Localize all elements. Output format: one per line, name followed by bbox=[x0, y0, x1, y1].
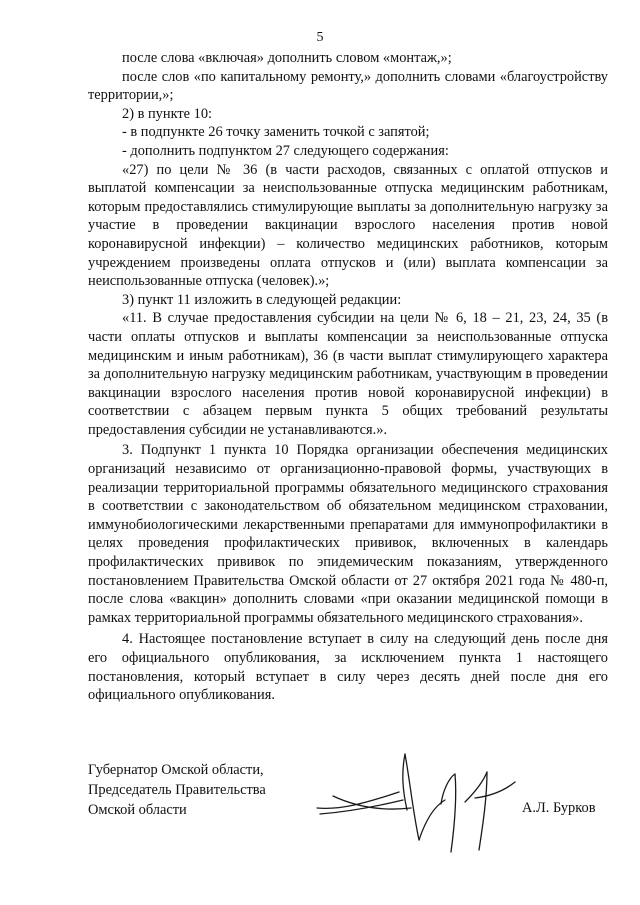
handwritten-signature bbox=[315, 752, 525, 857]
paragraph-2: после слов «по капитальному ремонту,» дополнить словами «благоустройству территории,»; bbox=[88, 68, 608, 104]
page-number: 5 bbox=[316, 30, 324, 45]
document-body bbox=[88, 49, 608, 705]
paragraph-9: 3. Подпункт 1 пункта 10 Порядка организации обеспечения медицинских организаций независимо от организационно-правовой формы, участвующих в реализации территориальной программы обязательного медицинского страхования в соответствии с законодательством об обязательном медицинском страховании, иммунобиологическими лекарственными препаратами для иммунопрофилактики в целях проведения профилактических прививок, включенных в календарь профилактических прививок по эпидемическим показаниям, утвержденного постановлением Правительства Омской области от 27 октября 2021 года № 480-п, после слова «вакцин» дополнить словами «при оказании медицинской помощи в рамках территориальной программы обязательного медицинского страхования». bbox=[88, 442, 608, 626]
paragraph-1: после слова «включая» дополнить словом «монтаж,»; bbox=[122, 50, 452, 66]
signature-title-line: Губернатор Омской области, bbox=[88, 762, 264, 778]
paragraph-6: «27) по цели № 36 (в части расходов, связанных с оплатой отпусков и выплатой компенсации за неиспользованные отпуска медицинским работникам, которым предоставлялись стимулирующие выплаты за дополнительную нагрузку за участие в проведении вакцинации взрослого населения против новой коронавирусной инфекции) – количество медицинских работников, которым учреждением произведены оплата отпусков и (или) выплата компенсации за неиспользованные отпуска (человек).»; bbox=[88, 161, 608, 290]
signer-name: А.Л. Бурков bbox=[522, 800, 596, 816]
paragraph-4: - в подпункте 26 точку заменить точкой с запятой; bbox=[122, 124, 430, 141]
paragraph-8: «11. В случае предоставления субсидии на цели № 6, 18 – 21, 23, 24, 35 (в части оплаты отпусков и выплаты компенсации за неиспользованные отпуска медицинским и иным работникам), 36 (в части выплат стимулирующего характера за дополнительную нагрузку медицинским работникам, участвующим в проведении вакцинации взрослого населения против новой коронавирусной инфекции) в соответствии с абзацем первым пункта 5 общих требований результаты предоставления субсидии не устанавливаются.». bbox=[88, 310, 608, 438]
paragraph-3: 2) в пункте 10: bbox=[122, 105, 213, 122]
paragraph-5: - дополнить подпунктом 27 следующего содержания: bbox=[122, 142, 449, 159]
signature-title-line: Председатель Правительства bbox=[88, 782, 266, 798]
signature-title-block bbox=[88, 760, 266, 820]
paragraph-7: 3) пункт 11 изложить в следующей редакции: bbox=[122, 291, 402, 308]
paragraph-10: 4. Настоящее постановление вступает в силу на следующий день после дня его официального опубликования, за исключением пункта 1 настоящего постановления, который вступает в силу через десять дней после дня его официального опубликования. bbox=[88, 631, 608, 704]
signature-title-line: Омской области bbox=[88, 802, 187, 818]
